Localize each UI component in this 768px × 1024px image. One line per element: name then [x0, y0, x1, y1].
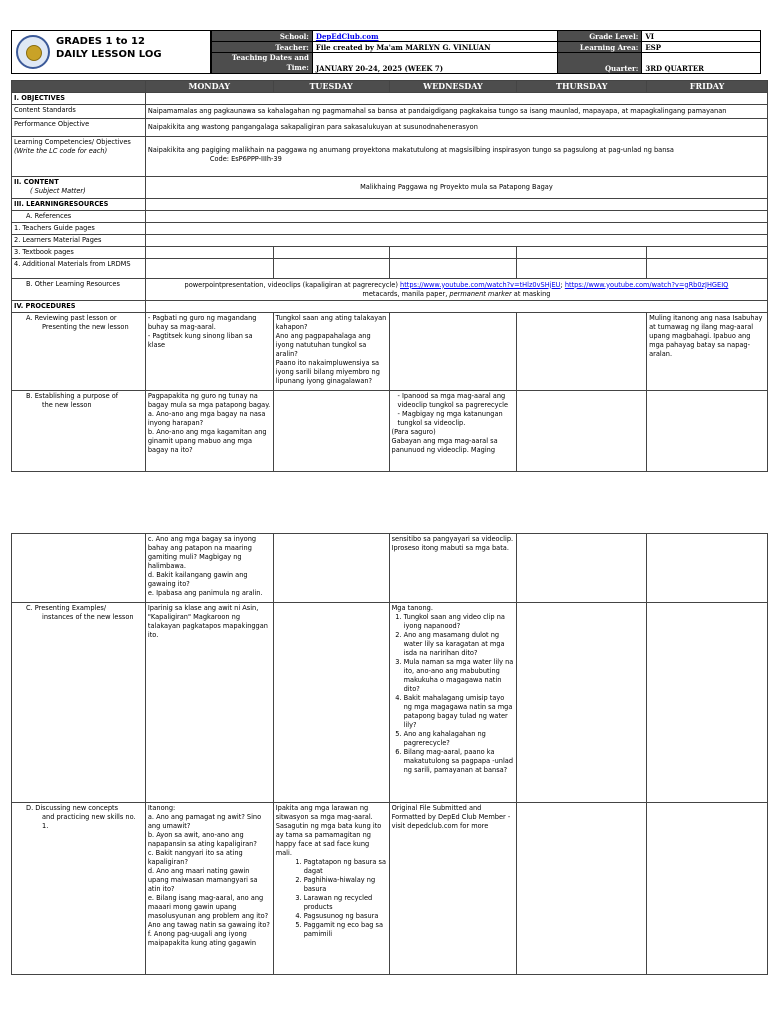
- b-label-line2: the new lesson: [42, 401, 92, 409]
- a-label: [12, 313, 146, 391]
- b-wednesday: [389, 391, 517, 472]
- c-tuesday: [273, 603, 389, 803]
- b-label: [12, 391, 146, 472]
- other-text-a: powerpointpresentation, videoclips (kapaligiran at pagrerecycle): [184, 280, 401, 289]
- b-monday-line: b. Ano-ano ang mga kagamitan ang ginamit upang mabuo ang mga bagay na ito?: [147, 428, 267, 454]
- a-label-line1: A. Reviewing past lesson or: [26, 314, 117, 322]
- day-tuesday: TUESDAY: [273, 81, 389, 93]
- day-header-blank: [12, 81, 146, 93]
- c-monday: Iparinig sa klase ang awit ni Asin, "Kapaligiran" Magkaroon ng talakayan pagkatapos mapakinggan ito.: [145, 603, 273, 803]
- c-label-line2: instances of the new lesson: [42, 613, 134, 621]
- performance-text: Naipakikita ang wastong pangangalaga sakapaligiran para sakasalukuyan at susunodnahenerasyon: [145, 119, 767, 137]
- d-monday-line: a. Ano ang pamagat ng awit? Sino ang umawit?: [147, 813, 262, 830]
- b-tuesday: [273, 391, 389, 472]
- b-cont-friday: [647, 534, 768, 603]
- content-standards-text: Naipamamalas ang pagkaunawa sa kahalagahan ng pagmamahal sa bansa at pandaigdigang pagkakaisa tungo sa isang maunlad, mapayapa, at mapagkalingang pamayanan: [145, 105, 767, 119]
- a-monday: [145, 313, 273, 391]
- objectives-blank: [145, 93, 767, 105]
- day-header-row: [12, 81, 768, 93]
- d-tuesday-list: [276, 858, 387, 939]
- competencies-label: [12, 137, 146, 177]
- b-friday: [647, 391, 768, 472]
- content-label: [12, 177, 146, 199]
- additional-wed: [389, 259, 517, 279]
- d-monday-line: c. Bakit nangyari ito sa ating kapaligiran?: [147, 849, 243, 866]
- a-label-line2: Presenting the new lesson: [42, 323, 129, 331]
- school-value: [312, 31, 558, 42]
- area-label: Learning Area:: [558, 42, 642, 53]
- content-standards-label: Content Standards: [12, 105, 146, 119]
- a-tuesday-line: Ano ang pagpapahalaga ang iyong natutuhan tungkol sa aralin?: [275, 332, 371, 358]
- competencies-text: Naipakikita ang pagiging malikhain na paggawa ng anumang proyektona makatutulong at magsisilbing inspirasyon tungo sa pagsulong at pag-unlad ng bansa: [147, 146, 674, 154]
- b-cont-monday: [145, 534, 273, 603]
- area-value: ESP: [642, 42, 761, 53]
- b-cont-monday-line: e. Ipabasa ang panimula ng aralin.: [147, 589, 263, 597]
- video-link-2[interactable]: https://www.youtube.com/watch?v=gRb0zJHGEIQ: [564, 280, 729, 289]
- textbook-label: 3. Textbook pages: [12, 247, 146, 259]
- tg-pages-label: 1. Teachers Guide pages: [12, 223, 146, 235]
- dates-label: [212, 53, 313, 74]
- subject-matter-label: ( Subject Matter): [30, 187, 86, 195]
- procedures-blank: [145, 301, 767, 313]
- content-text: Malikhaing Paggawa ng Proyekto mula sa Patapong Bagay: [145, 177, 767, 199]
- grade-value: VI: [642, 31, 761, 42]
- teacher-value: File created by Ma'am MARLYN G. VINLUAN: [312, 42, 558, 53]
- d-label-line2: and practicing new skills no.: [42, 813, 136, 821]
- other-text-c: at masking: [511, 289, 551, 298]
- d-wednesday: Original File Submitted and Formatted by DepEd Club Member - visit depedclub.com for more: [389, 803, 517, 975]
- c-wednesday-intro: Mga tanong.: [391, 604, 433, 612]
- d-label-line3: 1.: [42, 822, 49, 830]
- c-question-item: 6. Bilang mag-aaral, paano ka makatutulong sa pagpapa -unlad ng sarili, pamayanan at bansa?: [404, 748, 515, 775]
- teacher-label: Teacher:: [212, 42, 313, 53]
- other-sep: ;: [560, 280, 565, 289]
- d-label-line1: D. Discussing new concepts: [26, 804, 119, 812]
- d-monday-line: e. Bilang isang mag-aaral, ano ang maaari mong gawin upang masolusyunan ang problem ang ito? Ano ang tawag natin sa gawaing ito?: [147, 894, 270, 929]
- b-cont-monday-line: c. Ano ang mga bagay sa inyong bahay ang patapon na maaring gamiting muli? Magbigay ng halimbawa.: [147, 535, 257, 570]
- c-question-item: 3. Mula naman sa mga water lily na ito, ano-ano ang mabubuting makukuha o magagawa natin dito?: [404, 658, 515, 694]
- day-wednesday: WEDNESDAY: [389, 81, 517, 93]
- textbook-wed: [389, 247, 517, 259]
- additional-thu: [517, 259, 647, 279]
- b-wednesday-line: - Ipanood sa mga mag-aaral ang videoclip tungkol sa pagrerecycle: [397, 392, 509, 409]
- c-question-item: 2. Ano ang masamang dulot ng water lily sa karagatan at mga isda na naririhan dito?: [404, 631, 515, 658]
- c-wednesday: [389, 603, 517, 803]
- b-monday: [145, 391, 273, 472]
- references-blank: [145, 211, 767, 223]
- d-monday-line: Itanong:: [147, 804, 176, 812]
- d-situation-item: 3. Larawan ng recycled products: [304, 894, 387, 912]
- header-info-table: [211, 30, 761, 74]
- a-friday: Muling itanong ang nasa Isabuhay at tumawag ng ilang mag-aaral upang magbahagi. Ipabuo ang mga pahayag batay sa napag-aralan.: [647, 313, 768, 391]
- day-thursday: THURSDAY: [517, 81, 647, 93]
- b-wednesday-line: (Para saguro): [391, 428, 436, 436]
- deped-seal-logo: [16, 35, 50, 69]
- d-monday-line: b. Ayon sa awit, ano-ano ang napapansin sa ating kapaligiran?: [147, 831, 257, 848]
- b-cont-thursday: [517, 534, 647, 603]
- tg-pages-blank: [145, 223, 767, 235]
- day-friday: FRIDAY: [647, 81, 768, 93]
- dates-label-line1: Teaching Dates and: [231, 53, 309, 62]
- header-title-box: [11, 30, 211, 74]
- b-monday-line: Pagpapakita ng guro ng tunay na bagay mula sa mga patapong bagay.: [147, 392, 271, 409]
- a-monday-line: - Pagtitsek kung sinong liban sa klase: [147, 332, 253, 349]
- d-situation-item: 2. Paghihiwa-hiwalay ng basura: [304, 876, 387, 894]
- learning-resources-blank: [145, 199, 767, 211]
- a-wednesday: [389, 313, 517, 391]
- quarter-label: Quarter:: [558, 53, 642, 74]
- d-label: [12, 803, 146, 975]
- video-link-1[interactable]: https://www.youtube.com/watch?v=tHlz0vSHjEU: [400, 280, 561, 289]
- textbook-mon: [145, 247, 273, 259]
- competencies-label-line1: Learning Competencies/ Objectives: [14, 138, 131, 146]
- lesson-table-page2: [11, 533, 768, 975]
- d-monday-line: f. Anong pag-uugali ang iyong maipapakita kung ating gagawin: [147, 930, 257, 947]
- performance-label: Performance Objective: [12, 119, 146, 137]
- lm-pages-label: 2. Learners Material Pages: [12, 235, 146, 247]
- additional-fri: [647, 259, 768, 279]
- b-monday-line: a. Ano-ano ang mga bagay na nasa inyong harapan?: [147, 410, 266, 427]
- additional-mon: [145, 259, 273, 279]
- dates-value: JANUARY 20-24, 2025 (WEEK 7): [312, 53, 558, 74]
- c-question-item: 1. Tungkol saan ang video clip na iyong napanood?: [404, 613, 515, 631]
- c-thursday: [517, 603, 647, 803]
- textbook-tue: [273, 247, 389, 259]
- grade-label: Grade Level:: [558, 31, 642, 42]
- other-text-em: permanent marker: [449, 289, 512, 298]
- d-tuesday: [273, 803, 389, 975]
- lesson-log-header: [11, 30, 761, 74]
- a-tuesday-line: Tungkol saan ang ating talakayan kahapon?: [275, 314, 387, 331]
- b-thursday: [517, 391, 647, 472]
- school-label: School:: [212, 31, 313, 42]
- school-link[interactable]: DepEdClub.com: [315, 31, 379, 41]
- a-thursday: [517, 313, 647, 391]
- day-monday: MONDAY: [145, 81, 273, 93]
- b-wednesday-line: Gabayan ang mga mag-aaral sa panunuod ng videoclip. Maging: [391, 437, 498, 454]
- a-tuesday-line: Paano ito nakaimpluwensiya sa iyong sarili bilang miyembro ng lipunang iyong ginagalawan?: [275, 359, 380, 385]
- references-label: A. References: [12, 211, 146, 223]
- b-cont-label: [12, 534, 146, 603]
- objectives-label: I. OBJECTIVES: [12, 93, 146, 105]
- header-title-line1: GRADES 1 to 12: [56, 36, 145, 47]
- other-text-b: metacards, manila paper,: [362, 289, 450, 298]
- b-cont-monday-line: d. Bakit kailangang gawin ang gawaing ito?: [147, 571, 248, 588]
- d-situation-item: 1. Pagtatapon ng basura sa dagat: [304, 858, 387, 876]
- a-tuesday: [273, 313, 389, 391]
- dates-label-line2: Time:: [286, 63, 309, 72]
- competencies-label-line2: (Write the LC code for each): [14, 147, 108, 155]
- d-tuesday-intro: Ipakita ang mga larawan ng sitwasyon sa mga mag-aaral. Sasagutin ng mga bata kung ito ay tama sa pamamagitan ng happy face at sad face kung mali.: [275, 804, 382, 857]
- d-thursday: [517, 803, 647, 975]
- c-label: [12, 603, 146, 803]
- other-resources-label: B. Other Learning Resources: [12, 279, 146, 301]
- competencies-text-cell: [145, 137, 767, 177]
- b-cont-tuesday: [273, 534, 389, 603]
- procedures-label: IV. PROCEDURES: [12, 301, 146, 313]
- quarter-value: 3RD QUARTER: [642, 53, 761, 74]
- d-friday: [647, 803, 768, 975]
- d-situation-item: 4. Pagsusunog ng basura: [304, 912, 387, 921]
- b-wednesday-line: - Magbigay ng mga katanungan tungkol sa videoclip.: [397, 410, 503, 427]
- a-monday-line: - Pagbati ng guro ng magandang buhay sa mag-aaral.: [147, 314, 257, 331]
- b-cont-wednesday: sensitibo sa pangyayari sa videoclip. Iproseso itong mabuti sa mga bata.: [389, 534, 517, 603]
- c-question-item: 5. Ano ang kahalagahan ng pagrerecycle?: [404, 730, 515, 748]
- textbook-fri: [647, 247, 768, 259]
- lesson-table-page1: [11, 80, 768, 472]
- c-wednesday-questions: [392, 613, 515, 775]
- c-question-item: 4. Bakit mahalagang umisip tayo ng mga magagawa natin sa mga patapong bagay tulad ng water lily?: [404, 694, 515, 730]
- lm-pages-blank: [145, 235, 767, 247]
- c-label-line1: C. Presenting Examples/: [26, 604, 107, 612]
- competencies-code: Code: EsP6PPP-IIIh-39: [209, 155, 282, 163]
- other-resources-text: [145, 279, 767, 301]
- d-situation-item: 5. Paggamit ng eco bag sa pamimili: [304, 921, 387, 939]
- learning-resources-label: III. LEARNINGRESOURCES: [12, 199, 146, 211]
- textbook-thu: [517, 247, 647, 259]
- c-friday: [647, 603, 768, 803]
- d-monday: [145, 803, 273, 975]
- header-title-line2: DAILY LESSON LOG: [56, 49, 162, 60]
- b-label-line1: B. Establishing a purpose of: [26, 392, 119, 400]
- additional-tue: [273, 259, 389, 279]
- additional-label: 4. Additional Materials from LRDMS: [12, 259, 146, 279]
- d-monday-line: d. Ano ang maari nating gawin upang maiwasan mamangyari sa atin ito?: [147, 867, 258, 893]
- content-label-line1: II. CONTENT: [14, 178, 59, 186]
